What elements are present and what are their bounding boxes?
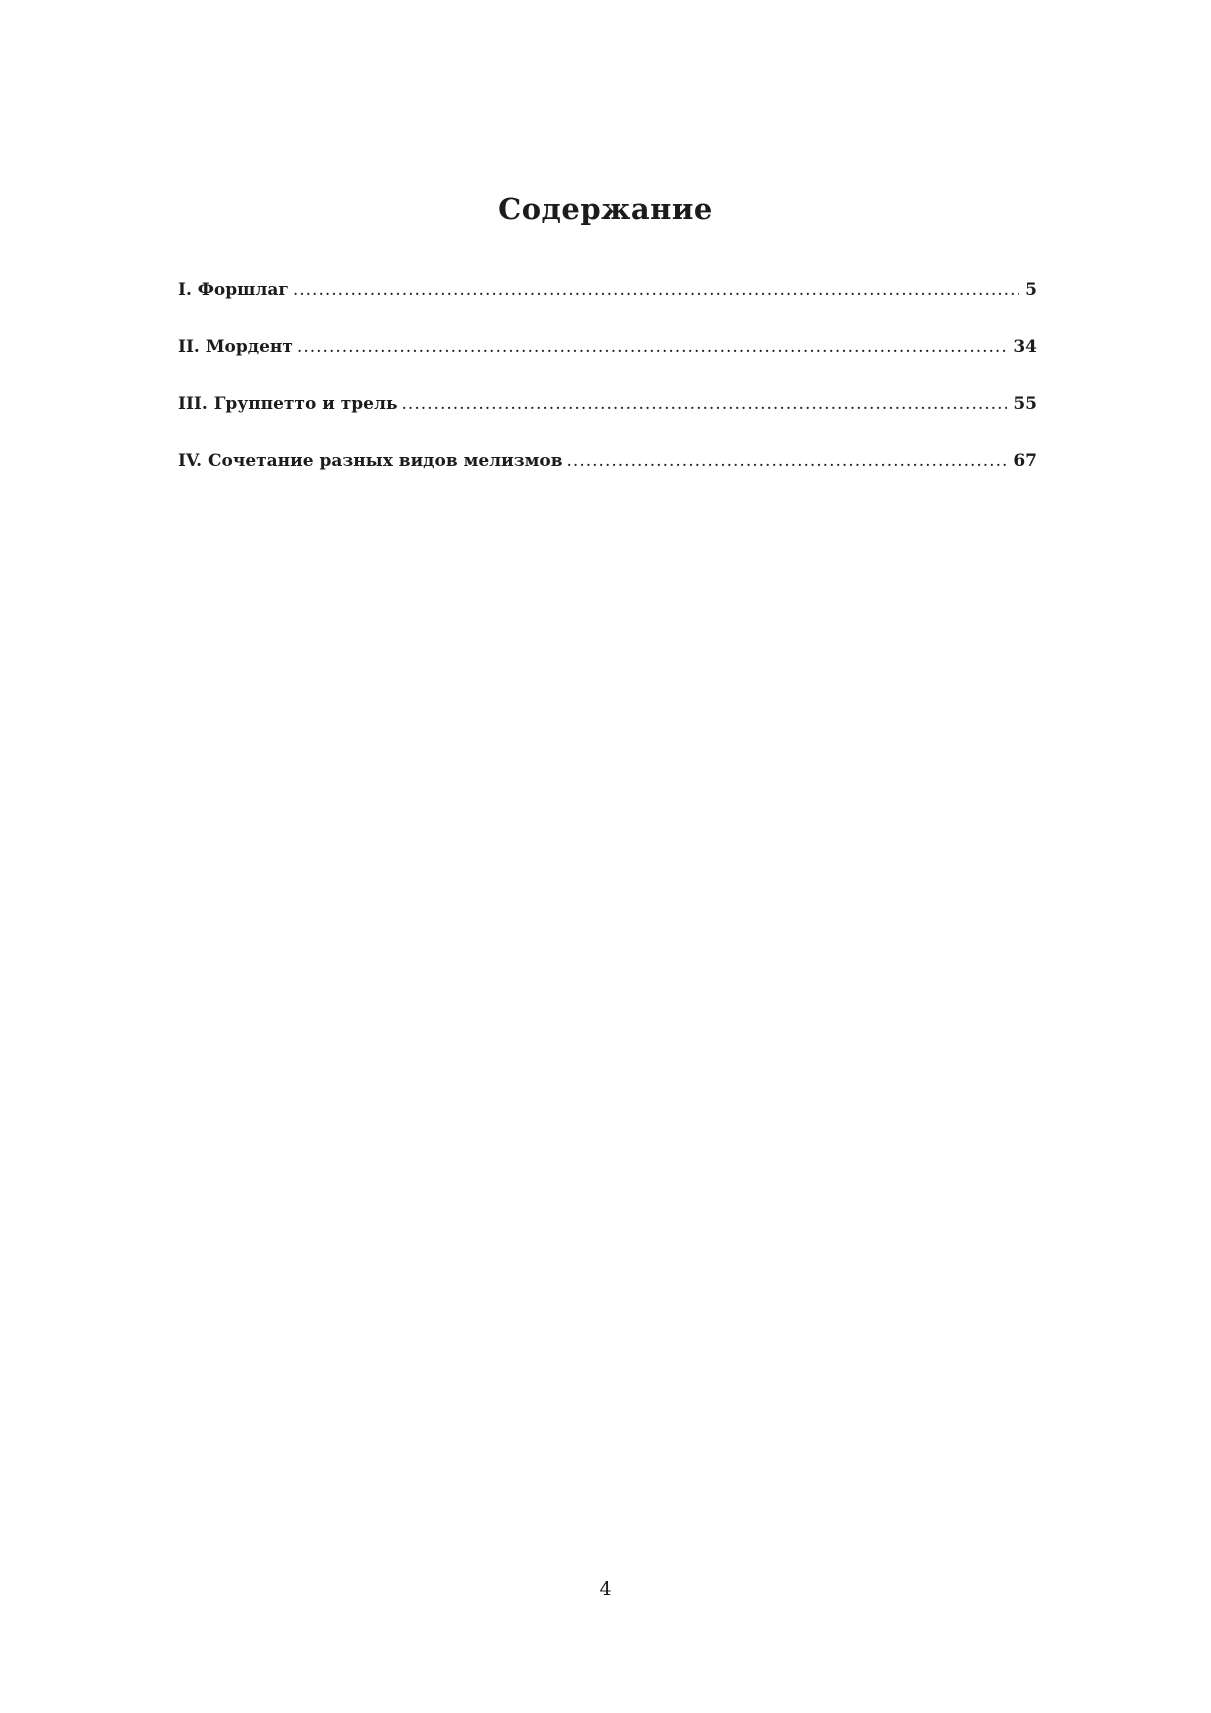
toc-entry-label: II. Мордент — [178, 337, 293, 357]
toc-entry-label: IV. Сочетание разных видов мелизмов — [178, 451, 563, 471]
toc-entry[interactable] — [178, 451, 1037, 508]
toc-entry[interactable] — [178, 337, 1037, 394]
toc-entry-label: III. Группетто и трель — [178, 394, 398, 414]
toc-entry[interactable] — [178, 280, 1037, 337]
page-title: Содержание — [498, 192, 713, 226]
toc-dot-leader — [297, 337, 1007, 357]
table-of-contents — [178, 280, 1037, 508]
toc-entry-page: 34 — [1013, 337, 1037, 357]
toc-entry-page: 55 — [1013, 394, 1037, 414]
toc-dot-leader — [567, 451, 1008, 471]
toc-entry-label: I. Форшлаг — [178, 280, 289, 300]
toc-entry-page: 5 — [1025, 280, 1037, 300]
toc-dot-leader — [402, 394, 1008, 414]
page-number: 4 — [599, 1578, 612, 1600]
toc-entry-page: 67 — [1013, 451, 1037, 471]
toc-entry[interactable] — [178, 394, 1037, 451]
toc-dot-leader — [293, 280, 1019, 300]
